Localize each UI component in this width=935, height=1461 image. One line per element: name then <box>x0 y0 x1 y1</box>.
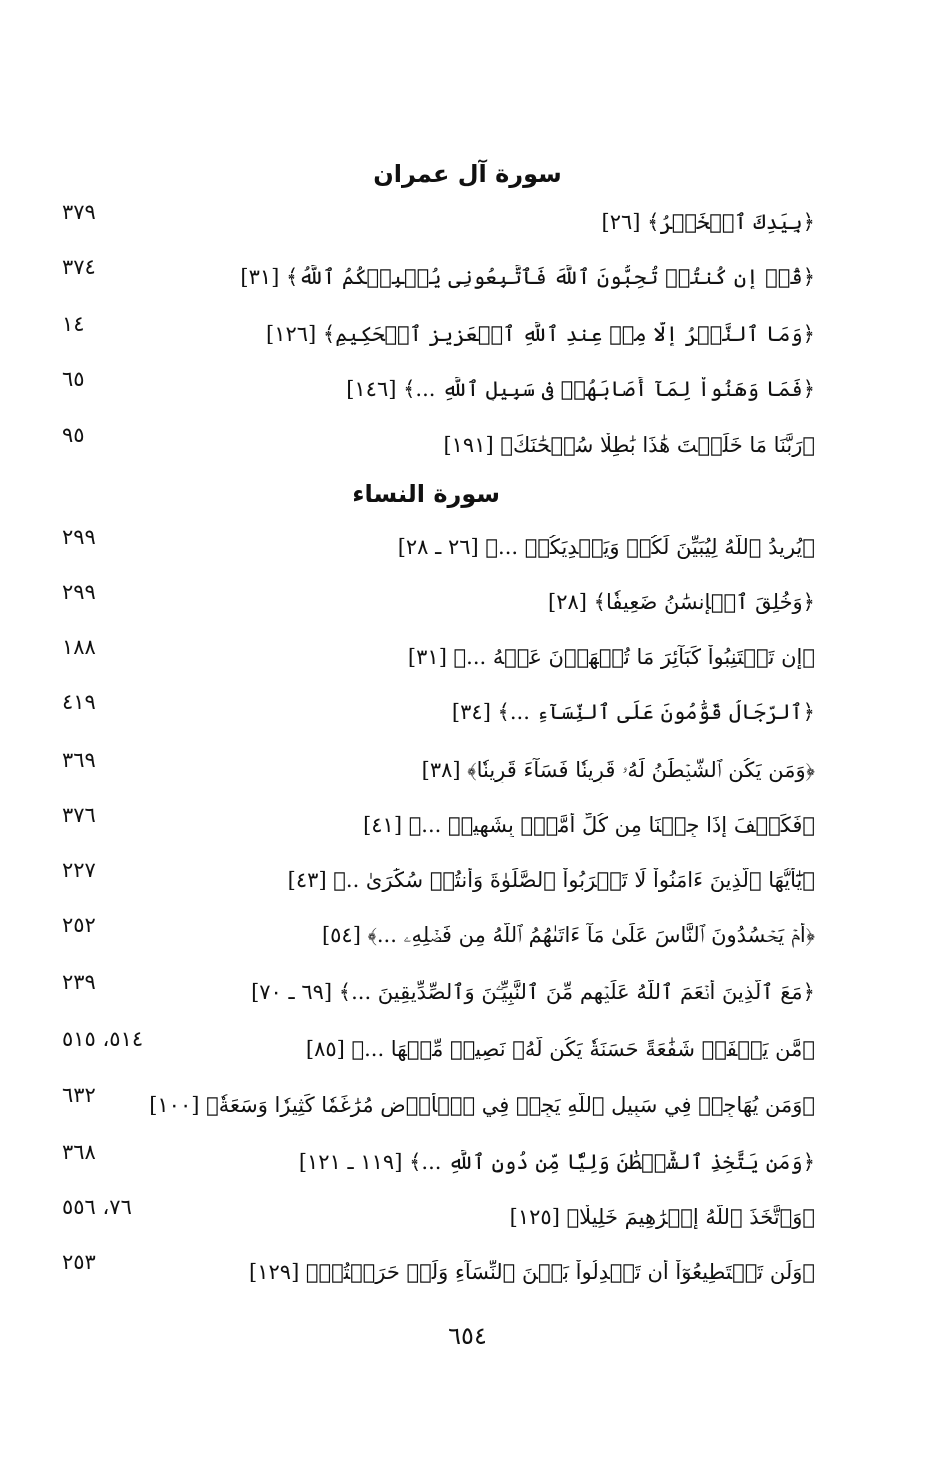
page-reference: ١٨٨ <box>62 635 96 659</box>
section-title-text: سورة النساء <box>352 480 500 508</box>
verse-text: ﴿وَخُلِقَ ٱلۡإِنسَٰنُ ضَعِيفٗا﴾ [٢٨] <box>548 590 815 614</box>
index-entry <box>0 423 935 473</box>
page-reference: ٣٧٦ <box>62 803 96 827</box>
page-reference: ٢٥٢ <box>62 913 96 937</box>
page-reference: ٢٥٣ <box>62 1250 96 1274</box>
index-entry <box>0 1195 935 1245</box>
index-entry <box>0 200 935 250</box>
index-entry <box>0 635 935 685</box>
verse-text: ﴿بِيَدِكَ ٱلۡخَيۡرُ﴾ [٢٦] <box>601 210 815 234</box>
index-entry <box>0 803 935 853</box>
page-reference: ٣٧٤ <box>62 255 96 279</box>
page-reference: ٩٥ <box>62 423 85 447</box>
verse-text: ﴿مَّن يَشۡفَعۡ شَفَٰعَةً حَسَنَةٗ يَكُن لَّهُۥ نَصِيبٞ مِّنۡهَا ...﴾ [٨٥] <box>305 1037 815 1061</box>
page-number: ٦٥٤ <box>448 1322 487 1350</box>
verse-text: ﴿يَٰٓأَيُّهَا ٱلَّذِينَ ءَامَنُواْ لَا تَقۡرَبُواْ ٱلصَّلَوٰةَ وَأَنتُمۡ سُكَٰرَىٰ ..﴾ [٤٣] <box>287 868 815 892</box>
verse-text: ﴿وَٱتَّخَذَ ٱللَّهُ إِبۡرَٰهِيمَ خَلِيلٗا﴾ [١٢٥] <box>509 1205 815 1229</box>
index-entry <box>0 913 935 963</box>
index-entry <box>0 312 935 362</box>
page-reference: ٥١٤، ٥١٥ <box>62 1027 144 1051</box>
page-reference: ٢٩٩ <box>62 580 96 604</box>
page-reference: ٦٥ <box>62 367 85 391</box>
page-reference: ١٤ <box>62 312 85 336</box>
index-entry <box>0 858 935 908</box>
verse-text: ﴿وَلَن تَسۡتَطِيعُوٓاْ أَن تَعۡدِلُواْ بَيۡنَ ٱلنِّسَآءِ وَلَوۡ حَرَصۡتُمۡ﴾ [١٢٩] <box>249 1260 815 1284</box>
verse-text: ﴿مَعَ ٱلَّذِينَ أَنۡعَمَ ٱللَّهُ عَلَيۡهِم مِّنَ ٱلنَّبِيِّـۧنَ وَٱلصِّدِّيقِينَ ...﴾ [٦٩ ـ ٧٠] <box>251 980 815 1004</box>
verse-text: ﴿وَمَن يُهَاجِرۡ فِي سَبِيلِ ٱللَّهِ يَجِدۡ فِي ٱلۡأَرۡضِ مُرَٰغَمٗا كَثِيرٗا وَسَعَةٗ﴾ [١٠٠] <box>149 1093 815 1117</box>
verse-text: ﴿يُرِيدُ ٱللَّهُ لِيُبَيِّنَ لَكُمۡ وَيَهۡدِيَكُمۡ ...﴾ [٢٦ ـ ٢٨] <box>397 535 815 559</box>
verse-text: ﴿وَمَن يَكُنِ ٱلشَّيۡطَٰنُ لَهُۥ قَرِينٗا فَسَآءَ قَرِينٗا﴾ [٣٨] <box>421 758 815 782</box>
verse-text: ﴿رَبَّنَا مَا خَلَقۡتَ هَٰذَا بَٰطِلٗا سُبۡحَٰنَكَ﴾ [١٩١] <box>443 433 815 457</box>
page-reference: ٣٧٩ <box>62 200 96 224</box>
index-entry <box>0 1140 935 1190</box>
verse-text: ﴿إِن تَجۡتَنِبُواْ كَبَآئِرَ مَا تُنۡهَوۡنَ عَنۡهُ ...﴾ [٣١] <box>407 645 815 669</box>
index-entry <box>0 255 935 305</box>
index-entry <box>0 525 935 575</box>
section-title-an-nisa <box>0 480 935 508</box>
index-entry <box>0 690 935 740</box>
page-reference: ٧٦، ٥٥٦ <box>62 1195 132 1219</box>
index-entry <box>0 748 935 798</box>
verse-text: ﴿أَمۡ يَحۡسُدُونَ ٱلنَّاسَ عَلَىٰ مَآ ءَاتَىٰهُمُ ٱللَّهُ مِن فَضۡلِهِۦ ...﴾ [٥٤] <box>321 923 815 947</box>
verse-text: ﴿وَمَا ٱلنَّصۡرُ إِلَّا مِنۡ عِندِ ٱللَّهِ ٱلۡعَزِيزِ ٱلۡحَكِيمِ﴾ [١٢٦] <box>266 322 815 346</box>
page-reference: ٣٦٨ <box>62 1140 96 1164</box>
verse-text: ﴿ٱلرِّجَالُ قَوَّٰمُونَ عَلَى ٱلنِّسَآءِ ...﴾ [٣٤] <box>451 700 815 724</box>
index-entry <box>0 970 935 1020</box>
verse-text: ﴿قُلۡ إِن كُنتُمۡ تُحِبُّونَ ٱللَّهَ فَٱتَّبِعُونِي يُحۡبِبۡكُمُ ٱللَّهُ﴾ [٣١] <box>240 265 815 289</box>
index-entry <box>0 1250 935 1300</box>
section-title-al-imran: سورة آل عمران <box>373 160 562 188</box>
page-reference: ٢٢٧ <box>62 858 96 882</box>
verse-text: ﴿فَكَيۡفَ إِذَا جِئۡنَا مِن كُلِّ أُمَّةِۭ بِشَهِيدٖ ...﴾ [٤١] <box>363 813 815 837</box>
index-entry <box>0 1083 935 1133</box>
page-reference: ٢٣٩ <box>62 970 96 994</box>
page-reference: ٤١٩ <box>62 690 96 714</box>
index-entry <box>0 1027 935 1077</box>
verse-text: ﴿فَمَا وَهَنُواْ لِمَآ أَصَابَهُمۡ فِي سَبِيلِ ٱللَّهِ ...﴾ [١٤٦] <box>346 377 815 401</box>
page-reference: ٢٩٩ <box>62 525 96 549</box>
index-entry <box>0 367 935 417</box>
page-reference: ٦٣٢ <box>62 1083 96 1107</box>
verse-text: ﴿وَمَن يَتَّخِذِ ٱلشَّيۡطَٰنَ وَلِيّٗا مِّن دُونِ ٱللَّهِ ...﴾ [١١٩ ـ ١٢١] <box>298 1150 815 1174</box>
page-reference: ٣٦٩ <box>62 748 96 772</box>
index-entry <box>0 580 935 630</box>
